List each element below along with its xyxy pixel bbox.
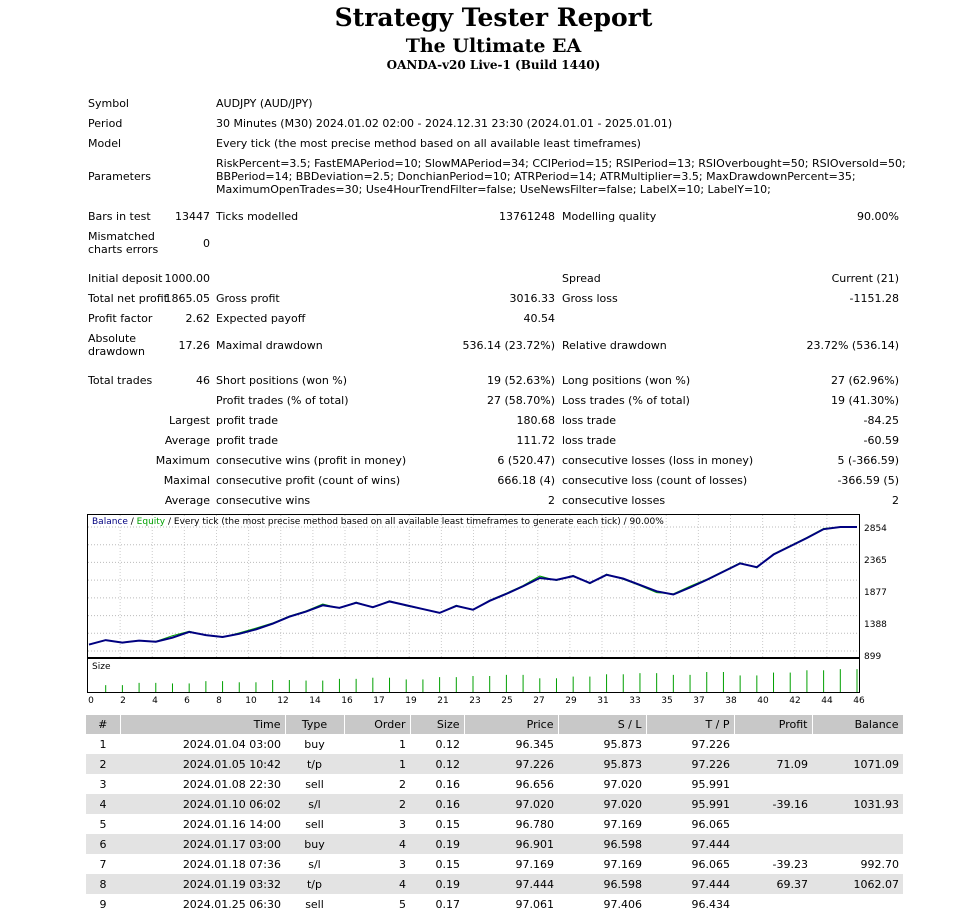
col-header-time[interactable]: Time [120, 715, 285, 734]
legend-description: / Every tick (the most precise method based on all available least timeframes to generate each tick) / 90.00% [165, 517, 664, 527]
quality-value: 90.00% [857, 210, 899, 223]
table-row [86, 834, 903, 854]
x-tick-label: 42 [789, 696, 801, 706]
maximal-drawdown-value: 536.14 (23.72%) [462, 339, 555, 352]
total-trades-value: 46 [196, 374, 210, 387]
deal-price: 97.444 [464, 874, 558, 894]
deal-time: 2024.01.18 07:36 [182, 857, 281, 871]
bars-value: 13447 [175, 210, 210, 223]
balance-chart [87, 514, 860, 658]
table-row [86, 874, 903, 894]
deal-price: 96.656 [515, 777, 554, 791]
deal-time: 2024.01.04 03:00 [182, 737, 281, 751]
deal-type: sell [305, 777, 324, 791]
deal-order: 2 [344, 794, 410, 814]
absolute-drawdown-label-line1: Absolute [88, 332, 137, 345]
chart-legend [92, 517, 664, 527]
x-tick-label: 27 [533, 696, 545, 706]
deal-price: 96.780 [515, 817, 554, 831]
y-tick-label: 1877 [864, 588, 887, 598]
deal-sl: 97.020 [558, 794, 646, 814]
x-tick-label: 16 [341, 696, 353, 706]
deal-price: 97.169 [515, 857, 554, 871]
size-panel [87, 658, 860, 693]
table-row [86, 814, 903, 834]
loss-trades-label: Loss trades (% of total) [562, 394, 690, 407]
average-consecutive-losses-label: consecutive losses [562, 494, 666, 507]
deal-sl: 97.169 [603, 857, 642, 871]
ticks-label: Ticks modelled [216, 210, 299, 223]
deal-order: 3 [399, 857, 406, 871]
deal-tp: 95.991 [646, 794, 734, 814]
table-row [86, 734, 903, 754]
expected-payoff-value: 40.54 [523, 312, 555, 325]
deal-profit [734, 734, 812, 754]
deal-order: 4 [344, 874, 410, 894]
deal-number: 2 [86, 754, 120, 774]
deal-profit: -39.23 [772, 857, 808, 871]
model-value: Every tick (the most precise method based on all available least timeframes) [216, 137, 641, 150]
deal-price: 96.901 [464, 834, 558, 854]
deal-time: 2024.01.05 10:42 [120, 754, 285, 774]
absolute-drawdown-label-line2: drawdown [88, 345, 145, 358]
total-trades-label: Total trades [88, 374, 153, 387]
x-tick-label: 46 [853, 696, 865, 706]
relative-drawdown-label: Relative drawdown [562, 339, 667, 352]
x-tick-label: 0 [88, 696, 94, 706]
deals-table [86, 715, 904, 914]
largest-label: Largest [169, 414, 210, 427]
deal-size: 0.15 [435, 857, 460, 871]
deal-tp: 95.991 [691, 777, 730, 791]
deal-size: 0.15 [435, 817, 460, 831]
deal-sl: 95.873 [603, 737, 642, 751]
deal-time: 2024.01.17 03:00 [120, 834, 285, 854]
x-tick-label: 19 [405, 696, 417, 706]
x-tick-label: 31 [597, 696, 609, 706]
report-title: Strategy Tester Report [334, 3, 653, 32]
x-tick-label: 12 [277, 696, 289, 706]
table-header-row [86, 715, 903, 734]
col-header-type[interactable]: Type [285, 715, 344, 734]
ea-name: The Ultimate EA [405, 35, 582, 57]
deal-number: 5 [99, 817, 107, 831]
long-positions-value: 27 (62.96%) [830, 374, 899, 387]
x-tick-label: 21 [437, 696, 449, 706]
deal-number: 8 [86, 874, 120, 894]
deal-number: 6 [86, 834, 120, 854]
x-tick-label: 17 [373, 696, 385, 706]
max-consecutive-losses-value: 5 (-366.59) [837, 454, 899, 467]
deal-balance [812, 814, 903, 834]
deal-time: 2024.01.08 22:30 [182, 777, 281, 791]
mismatch-label-line1: Mismatched [88, 230, 155, 243]
max-consecutive-wins-value: 6 (520.47) [497, 454, 555, 467]
deal-sl: 97.020 [603, 777, 642, 791]
absolute-drawdown-value: 17.26 [178, 339, 210, 352]
max-consecutive-wins-label: consecutive wins (profit in money) [216, 454, 407, 467]
deal-profit: 69.37 [734, 874, 812, 894]
table-row [86, 854, 903, 874]
server-build: OANDA-v20 Live-1 (Build 1440) [386, 58, 601, 72]
x-tick-label: 10 [245, 696, 257, 706]
col-header-order[interactable]: Order [344, 715, 410, 734]
x-tick-label: 35 [661, 696, 673, 706]
deal-type: t/p [285, 874, 344, 894]
maximal-drawdown-label: Maximal drawdown [216, 339, 323, 352]
y-tick-label: 899 [864, 652, 882, 662]
profit-trades-label: Profit trades (% of total) [216, 394, 349, 407]
average-consecutive-losses-value: 2 [892, 494, 899, 507]
deal-price: 97.226 [464, 754, 558, 774]
legend-equity: Equity [136, 517, 166, 527]
col-header-profit[interactable]: Profit [734, 715, 812, 734]
deal-price: 97.061 [515, 897, 554, 911]
short-positions-value: 19 (52.63%) [486, 374, 555, 387]
ticks-value: 13761248 [499, 210, 555, 223]
x-tick-label: 40 [757, 696, 769, 706]
parameters-label: Parameters [88, 170, 151, 183]
deal-balance: 1062.07 [812, 874, 903, 894]
expected-payoff-label: Expected payoff [216, 312, 306, 325]
x-tick-label: 14 [309, 696, 321, 706]
col-header-price[interactable]: Price [464, 715, 558, 734]
parameters-value: RiskPercent=3.5; FastEMAPeriod=10; SlowMAPeriod=34; CCIPeriod=15; RSIPeriod=13; RSIOverbought=50; RSIOversold=50; BBPeriod=14; BBDeviation=2.5; DonchianPeriod=10; ATRPeriod=14; ATRMultiplier=3.5; MaxDrawdownPercent=35; MaximumOpenTrades=30; Use4HourTrendFilter=false; UseNewsFilter=false; LabelX=10; LabelY=10; [216, 157, 906, 196]
x-tick-label: 37 [693, 696, 705, 706]
deal-tp: 96.065 [691, 857, 730, 871]
mismatch-value: 0 [203, 237, 210, 250]
legend-balance: Balance [92, 517, 128, 527]
period-label: Period [88, 117, 123, 130]
gross-loss-label: Gross loss [562, 292, 618, 305]
average-label: Average [164, 434, 210, 447]
deal-profit [734, 834, 812, 854]
long-positions-label: Long positions (won %) [562, 374, 691, 387]
spread-value: Current (21) [831, 272, 899, 285]
maximal-consecutive-loss-label: consecutive loss (count of losses) [562, 474, 748, 487]
deal-size: 0.16 [410, 794, 464, 814]
deal-profit [734, 894, 812, 914]
size-bars-svg [88, 659, 859, 692]
deal-time: 2024.01.10 06:02 [120, 794, 285, 814]
deal-profit [734, 774, 812, 794]
deal-sl: 97.406 [603, 897, 642, 911]
average-loss-value: -60.59 [863, 434, 899, 447]
deal-number: 4 [86, 794, 120, 814]
size-label: Size [92, 662, 111, 672]
deal-order: 3 [399, 817, 406, 831]
x-tick-label: 8 [216, 696, 222, 706]
y-tick-label: 1388 [864, 620, 887, 630]
deal-type: s/l [285, 794, 344, 814]
deal-balance: 1031.93 [812, 794, 903, 814]
profit-factor-value: 2.62 [185, 312, 210, 325]
x-tick-label: 38 [725, 696, 737, 706]
maximum-label: Maximum [155, 454, 210, 467]
gross-profit-label: Gross profit [216, 292, 280, 305]
table-row [86, 794, 903, 814]
deal-order: 1 [344, 754, 410, 774]
gross-profit-value: 3016.33 [509, 292, 555, 305]
deal-time: 2024.01.25 06:30 [182, 897, 281, 911]
deal-type: buy [304, 737, 325, 751]
gross-loss-value: -1151.28 [849, 292, 899, 305]
net-profit-value: 1865.05 [164, 292, 210, 305]
largest-profit-value: 180.68 [516, 414, 555, 427]
largest-loss-value: -84.25 [863, 414, 899, 427]
average-profit-value: 111.72 [516, 434, 555, 447]
deal-order: 2 [399, 777, 406, 791]
deal-tp: 97.226 [646, 754, 734, 774]
deal-type: t/p [285, 754, 344, 774]
deal-balance: 1071.09 [812, 754, 903, 774]
x-tick-label: 4 [152, 696, 158, 706]
balance-chart-svg [88, 515, 859, 657]
deal-sl: 97.169 [603, 817, 642, 831]
maximal-consecutive-profit-label: consecutive profit (count of wins) [216, 474, 401, 487]
x-tick-label: 33 [629, 696, 641, 706]
table-row [86, 774, 903, 794]
deal-sl: 96.598 [558, 834, 646, 854]
quality-label: Modelling quality [562, 210, 657, 223]
deal-order: 1 [399, 737, 406, 751]
average-loss-label: loss trade [562, 434, 617, 447]
model-label: Model [88, 137, 122, 150]
table-row [86, 894, 903, 914]
short-positions-label: Short positions (won %) [216, 374, 348, 387]
deal-tp: 97.444 [646, 874, 734, 894]
deal-time: 2024.01.19 03:32 [120, 874, 285, 894]
deal-number: 3 [99, 777, 107, 791]
bars-label: Bars in test [88, 210, 151, 223]
deal-size: 0.19 [410, 834, 464, 854]
deal-size: 0.16 [435, 777, 460, 791]
deal-sl: 95.873 [558, 754, 646, 774]
relative-drawdown-value: 23.72% (536.14) [806, 339, 899, 352]
deal-price: 96.345 [515, 737, 554, 751]
y-tick-label: 2854 [864, 524, 887, 534]
deal-size: 0.12 [435, 737, 460, 751]
deal-type: sell [305, 817, 324, 831]
mismatch-label-line2: charts errors [88, 243, 159, 256]
deal-order: 5 [399, 897, 406, 911]
largest-profit-label: profit trade [216, 414, 279, 427]
deal-tp: 97.226 [691, 737, 730, 751]
deal-price: 97.020 [464, 794, 558, 814]
deal-order: 4 [344, 834, 410, 854]
average-consecutive-label: Average [164, 494, 210, 507]
x-tick-label: 29 [565, 696, 577, 706]
deal-balance [812, 734, 903, 754]
deal-number: 9 [99, 897, 107, 911]
deal-balance: 992.70 [860, 857, 899, 871]
col-header-balance[interactable]: Balance [812, 715, 903, 734]
deal-balance [812, 834, 903, 854]
deal-tp: 97.444 [646, 834, 734, 854]
col-header-size[interactable]: Size [410, 715, 464, 734]
symbol-label: Symbol [88, 97, 129, 110]
deal-size: 0.12 [410, 754, 464, 774]
deal-balance [812, 774, 903, 794]
average-consecutive-wins-label: consecutive wins [216, 494, 311, 507]
col-header-tp[interactable]: T / P [646, 715, 734, 734]
x-tick-label: 23 [469, 696, 481, 706]
deal-tp: 96.434 [691, 897, 730, 911]
deal-balance [812, 894, 903, 914]
deal-profit: 71.09 [734, 754, 812, 774]
y-tick-label: 2365 [864, 556, 887, 566]
symbol-value: AUDJPY (AUD/JPY) [216, 97, 313, 110]
maximal-consecutive-loss-value: -366.59 (5) [837, 474, 899, 487]
deal-number: 7 [99, 857, 107, 871]
x-tick-label: 2 [120, 696, 126, 706]
x-tick-label: 6 [184, 696, 190, 706]
x-tick-label: 44 [821, 696, 833, 706]
period-value: 30 Minutes (M30) 2024.01.02 02:00 - 2024.12.31 23:30 (2024.01.01 - 2025.01.01) [216, 117, 673, 130]
x-tick-label: 25 [501, 696, 513, 706]
table-row [86, 754, 903, 774]
deal-tp: 96.065 [691, 817, 730, 831]
deal-size: 0.19 [410, 874, 464, 894]
col-header-number[interactable]: # [86, 715, 120, 734]
col-header-sl[interactable]: S / L [558, 715, 646, 734]
average-consecutive-wins-value: 2 [548, 494, 555, 507]
deposit-label: Initial deposit [88, 272, 163, 285]
max-consecutive-losses-label: consecutive losses (loss in money) [562, 454, 754, 467]
deal-time: 2024.01.16 14:00 [182, 817, 281, 831]
profit-factor-label: Profit factor [88, 312, 153, 325]
deal-type: sell [305, 897, 324, 911]
loss-trades-value: 19 (41.30%) [830, 394, 899, 407]
deal-profit [734, 814, 812, 834]
maximal-label: Maximal [163, 474, 210, 487]
legend-separator: / [127, 517, 137, 527]
deal-profit: -39.16 [734, 794, 812, 814]
spread-label: Spread [562, 272, 601, 285]
deal-size: 0.17 [435, 897, 460, 911]
deposit-value: 1000.00 [164, 272, 210, 285]
average-profit-label: profit trade [216, 434, 279, 447]
profit-trades-value: 27 (58.70%) [486, 394, 555, 407]
net-profit-label: Total net profit [88, 292, 168, 305]
deal-type: buy [285, 834, 344, 854]
deal-number: 1 [99, 737, 107, 751]
deal-type: s/l [308, 857, 321, 871]
largest-loss-label: loss trade [562, 414, 617, 427]
maximal-consecutive-profit-value: 666.18 (4) [497, 474, 555, 487]
deal-sl: 96.598 [558, 874, 646, 894]
